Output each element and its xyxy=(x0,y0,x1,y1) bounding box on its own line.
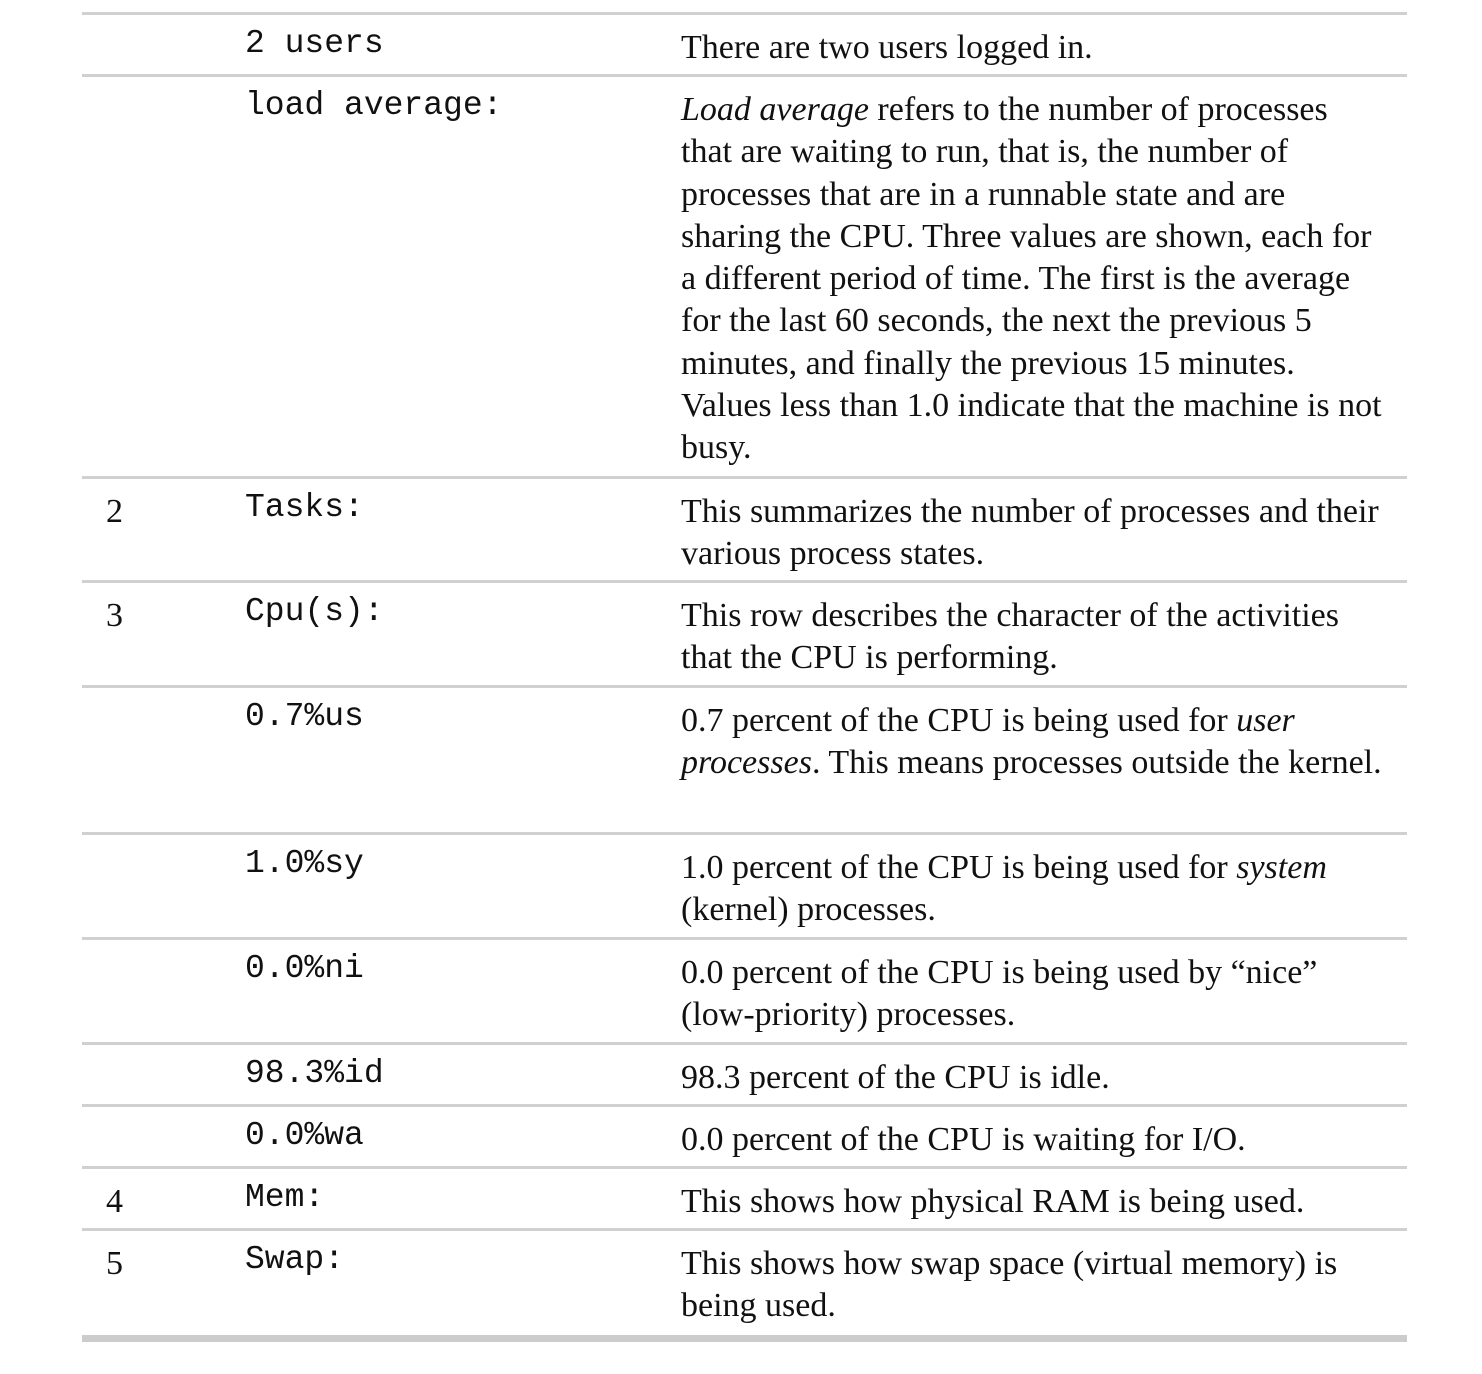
row-number: 2 xyxy=(106,493,123,530)
field-description xyxy=(681,835,1407,940)
field-name: Tasks: xyxy=(245,489,364,526)
table-row xyxy=(82,835,1407,940)
top-fields-table xyxy=(82,12,1407,1342)
field-name: 1.0%sy xyxy=(245,845,364,882)
table-row xyxy=(82,1107,1407,1169)
table-row xyxy=(82,1045,1407,1107)
field-name: Swap: xyxy=(245,1241,345,1278)
field-description xyxy=(681,1231,1407,1336)
field-name: 2 users xyxy=(245,25,384,62)
description-text: 0.0 percent of the CPU is being used by “nice” (low-priority) processes. xyxy=(681,954,1318,1034)
field-name: 0.7%us xyxy=(245,698,364,735)
row-number xyxy=(82,688,245,700)
table-row xyxy=(82,583,1407,688)
row-number xyxy=(82,15,245,27)
field-description xyxy=(681,583,1407,688)
description-text: There are two users logged in. xyxy=(681,29,1093,66)
row-number: 4 xyxy=(106,1183,123,1220)
row-number xyxy=(82,1107,245,1119)
description-text: refers to the number of processes that are waiting to run, that is, the number of processes that are in a runnable state and are sharing the CPU. Three values are shown, each for a different period of time. The first is the average for the last 60 seconds, the next the previous 5 minutes, and finally the previous 15 minutes. Values less than 1.0 indicate that the machine is not busy. xyxy=(681,91,1382,467)
row-number xyxy=(82,1045,245,1057)
emphasis-text: Load average xyxy=(681,91,869,128)
field-description xyxy=(681,940,1407,1045)
description-text: This shows how physical RAM is being used. xyxy=(681,1183,1305,1220)
table-row xyxy=(82,688,1407,835)
emphasis-text: user processes xyxy=(681,702,1295,782)
row-number: 3 xyxy=(106,597,123,634)
description-text: This row describes the character of the activities that the CPU is performing. xyxy=(681,597,1340,677)
field-description xyxy=(681,1169,1407,1231)
table-row xyxy=(82,15,1407,77)
row-number xyxy=(82,835,245,847)
table-row xyxy=(82,1169,1407,1231)
description-text: . This means processes outside the kernel. xyxy=(811,744,1382,782)
description-text: (kernel) processes. xyxy=(681,891,936,929)
emphasis-text: system xyxy=(1236,849,1327,886)
field-description xyxy=(681,77,1407,478)
description-text: 1.0 percent of the CPU is being used for xyxy=(681,849,1237,886)
field-description xyxy=(681,479,1407,584)
field-name: Mem: xyxy=(245,1179,325,1216)
table-row xyxy=(82,940,1407,1045)
field-description xyxy=(681,1045,1407,1107)
description-text: 98.3 percent of the CPU is idle. xyxy=(681,1059,1110,1096)
table-row xyxy=(82,479,1407,583)
description-text: This summarizes the number of processes and their various process states. xyxy=(681,493,1379,573)
field-name: 98.3%id xyxy=(245,1055,384,1092)
row-number: 5 xyxy=(106,1245,123,1282)
row-number xyxy=(82,77,245,89)
description-text: 0.0 percent of the CPU is waiting for I/O. xyxy=(681,1121,1246,1158)
table-row xyxy=(82,1231,1407,1335)
description-text: 0.7 percent of the CPU is being used for xyxy=(681,702,1237,739)
field-description xyxy=(681,15,1407,77)
row-number xyxy=(82,940,245,952)
field-name: load average: xyxy=(245,87,503,124)
field-description xyxy=(681,688,1407,793)
field-name: Cpu(s): xyxy=(245,593,384,630)
description-text: This shows how swap space (virtual memory) is being used. xyxy=(681,1245,1338,1325)
table-row xyxy=(82,77,1407,479)
field-name: 0.0%ni xyxy=(245,950,364,987)
field-name: 0.0%wa xyxy=(245,1117,364,1154)
field-description xyxy=(681,1107,1407,1169)
